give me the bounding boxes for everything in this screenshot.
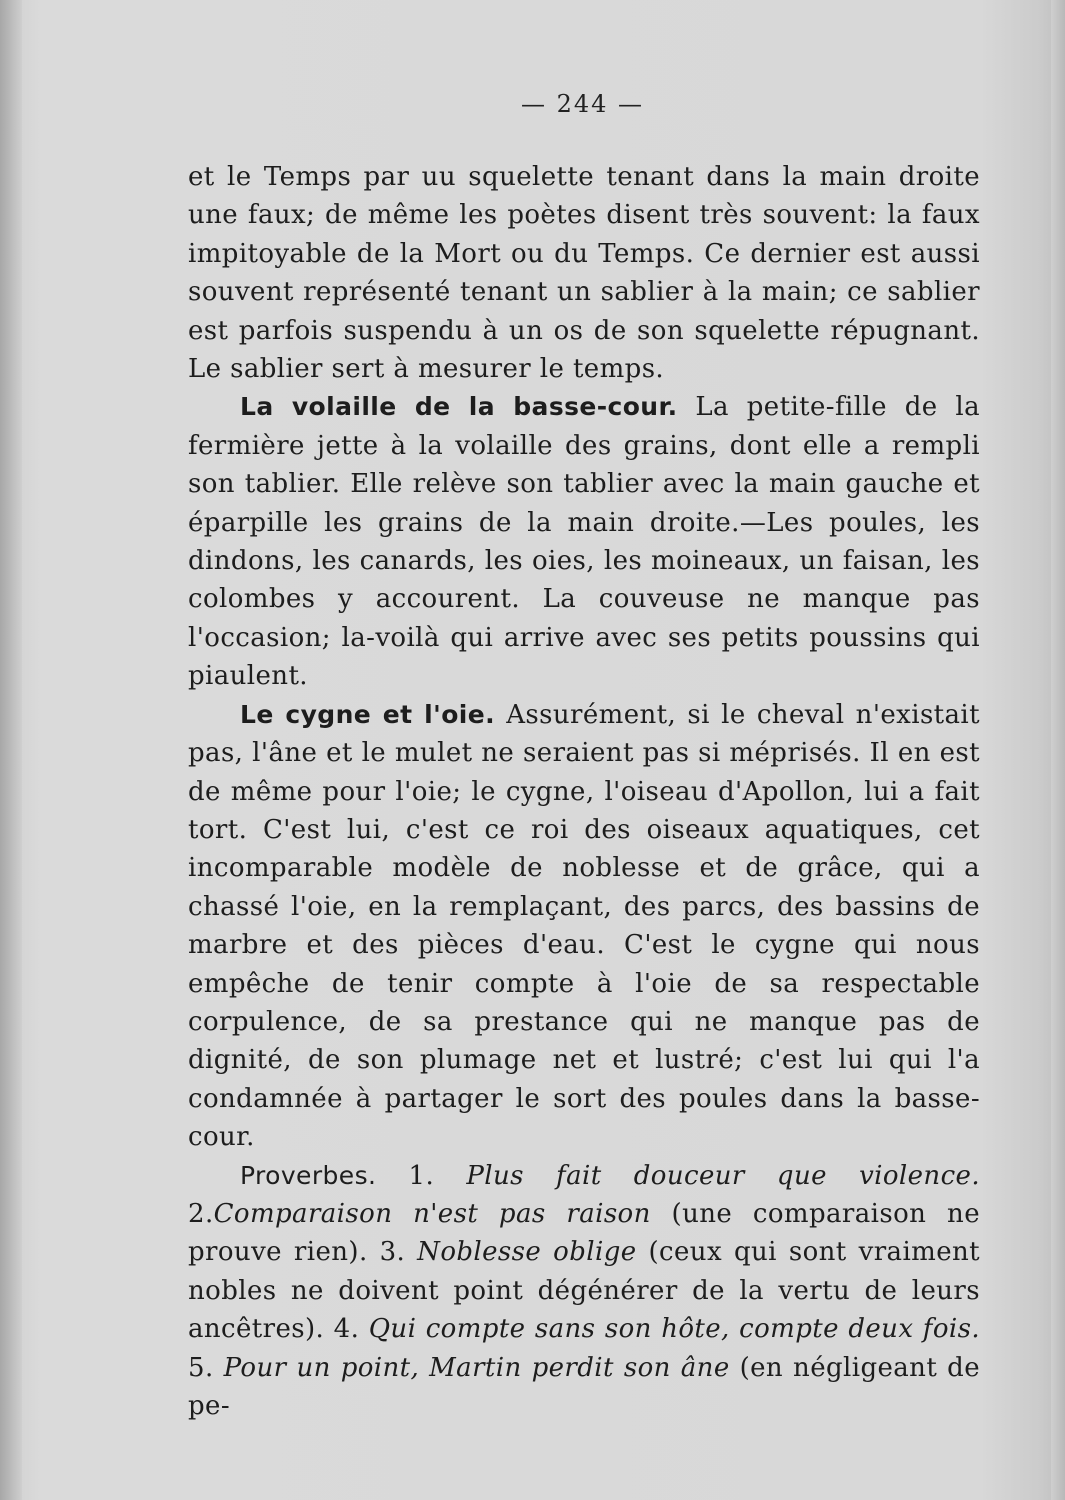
proverb-1: Plus fait douceur que violence. [466,1160,980,1191]
binding-shadow [0,0,22,1500]
page-edge [1051,0,1065,1500]
section-heading-volaille: La volaille de la basse-cour. [240,392,678,422]
proverbs-label: Proverbes. [240,1160,377,1190]
proverb-number: 1. [376,1160,467,1191]
section-heading-cygne: Le cygne et l'oie. [240,699,496,729]
body-text [188,158,980,1425]
proverb-note: (en négligeant de pe- [188,1352,980,1421]
paragraph-text: et le Temps par uu squelette tenant dans la main droite une faux; de même les poètes disent très souvent: la faux impitoyable de la Mort ou du Temps. Ce dernier est aussi souvent représenté tenant un sablier à la main; ce sablier est parfois suspendu à un os de son squelette répugnant. Le sablier sert à mesurer le temps. [188,162,980,385]
paragraph-cygne [188,696,980,1157]
proverb-number: 2. [188,1198,214,1229]
paragraph-temps [188,158,980,388]
proverb-3: Noblesse oblige [417,1237,637,1268]
page-number: — 244 — [520,90,645,118]
paragraph-proverbes [188,1157,980,1426]
proverb-5: Pour un point, Martin perdit son âne [223,1352,730,1383]
proverb-number: 5. [188,1352,224,1383]
proverb-number: 3. [367,1237,418,1268]
paragraph-text: Assurément, si le cheval n'existait pas, l'âne et le mulet ne seraient pas si méprisés. Il en est de même pour l'oie; le cygne, l'oiseau d'Apollon, lui a fait tort. C'est lui, c'est ce roi des oiseaux aquatiques, cet incomparable modèle de noblesse et de grâce, qui a chassé l'oie, en la remplaçant, des parcs, des bassins de marbre et des pièces d'eau. C'est le cygne qui nous empêche de tenir compte à l'oie de sa respectable corpulence, de sa prestance qui ne manque pas de dignité, de son plumage net et lustré; c'est lui qui l'a condamnée à partager le sort des poules dans la basse-cour. [188,699,980,1153]
proverb-2: Comparaison n'est pas raison [213,1198,651,1229]
proverb-note: (ceux qui sont vraiment nobles ne doivent point dégénérer de la vertu de leurs ancêtres). [188,1237,980,1345]
paragraph-volaille [188,388,980,695]
proverb-number: 4. [324,1314,369,1345]
paragraph-text: La petite-fille de la fermière jette à la volaille des grains, dont elle a rempli son tablier. Elle relève son tablier avec la main gauche et éparpille les grains de la main droite.—Les poules, les dindons, les canards, les oies, les moineaux, un faisan, les colombes y accourent. La couveuse ne manque pas l'occasion; la-voilà qui arrive avec ses petits poussins qui piaulent. [188,392,980,692]
proverb-4: Qui compte sans son hôte, compte deux fois. [368,1314,981,1345]
proverb-note: (une comparaison ne prouve rien). [188,1198,980,1268]
